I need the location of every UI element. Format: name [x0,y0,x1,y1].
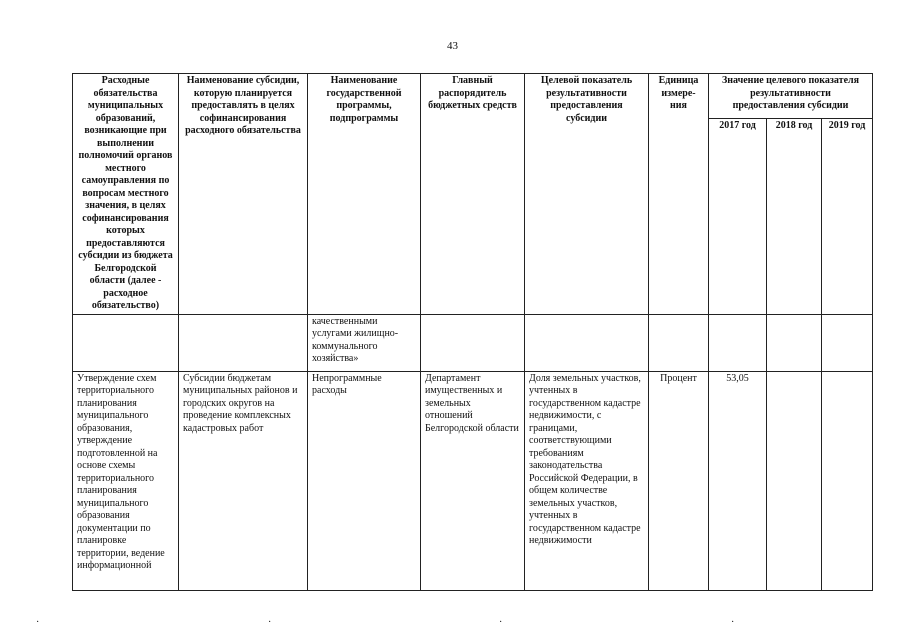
header-target-value: Значение целевого показателя результативности предоставления субсидии [709,74,873,119]
header-year-2018: 2018 год [767,119,822,314]
header-unit: Единица измере-ния [649,74,709,315]
cell-indicator: Доля земельных участков, учтенных в государственном кадастре недвижимости, с границами, соответствующими требованиям законодательства Российской Федерации, в общем количестве земельных участков, учтенных в государственном кадастре недвижимости [525,371,649,590]
cell-manager: Департамент имущественных и земельных отношений Белгородской области [421,371,525,590]
header-target-indicator: Целевой показатель результативности предоставления субсидии [525,74,649,315]
header-row [73,74,873,119]
header-program: Наименование государственной программы, подпрограммы [308,74,421,315]
scan-marks [0,618,905,628]
table-row [73,371,873,590]
scan-mark: · [36,617,40,628]
cell-obligation [73,314,179,371]
header-budget-manager: Главный распорядитель бюджетных средств [421,74,525,315]
cell-program: Непрограммные расходы [308,371,421,590]
page-number: 43 [447,40,458,52]
cell-2017 [709,314,767,371]
cell-program: качественными услугами жилищно-коммунального хозяйства» [308,314,421,371]
cell-2018 [767,371,822,590]
cell-2019 [822,314,873,371]
cell-subsidy: Субсидии бюджетам муниципальных районов и городских округов на проведение комплексных кадастровых работ [179,371,308,590]
header-subsidy-name: Наименование субсидии, которую планируется предоставлять в целях софинансирования расходного обязательства [179,74,308,315]
cell-subsidy [179,314,308,371]
scan-mark: · [268,617,272,628]
cell-obligation: Утверждение схем территориального планирования муниципального образования, утверждение подготовленной на основе схемы территориального планирования муниципального образования документации по планировке территории, ведение информационной [73,371,179,590]
subsidy-table [72,73,873,591]
scan-mark: · [731,617,735,628]
scan-mark: · [499,617,503,628]
cell-indicator [525,314,649,371]
table-row [73,314,873,371]
cell-unit [649,314,709,371]
cell-manager [421,314,525,371]
header-year-2017: 2017 год [709,119,767,314]
header-obligations: Расходные обязательства муниципальных образований, возникающие при выполнении полномочий органов местного самоуправления по вопросам местного значения, в целях софинансирования которых предоставляются субсидии из бюджета Белгородской области (далее - расходное обязательство) [73,74,179,315]
cell-2018 [767,314,822,371]
cell-unit: Процент [649,371,709,590]
cell-2017: 53,05 [709,371,767,590]
cell-2019 [822,371,873,590]
header-year-2019: 2019 год [822,119,873,314]
